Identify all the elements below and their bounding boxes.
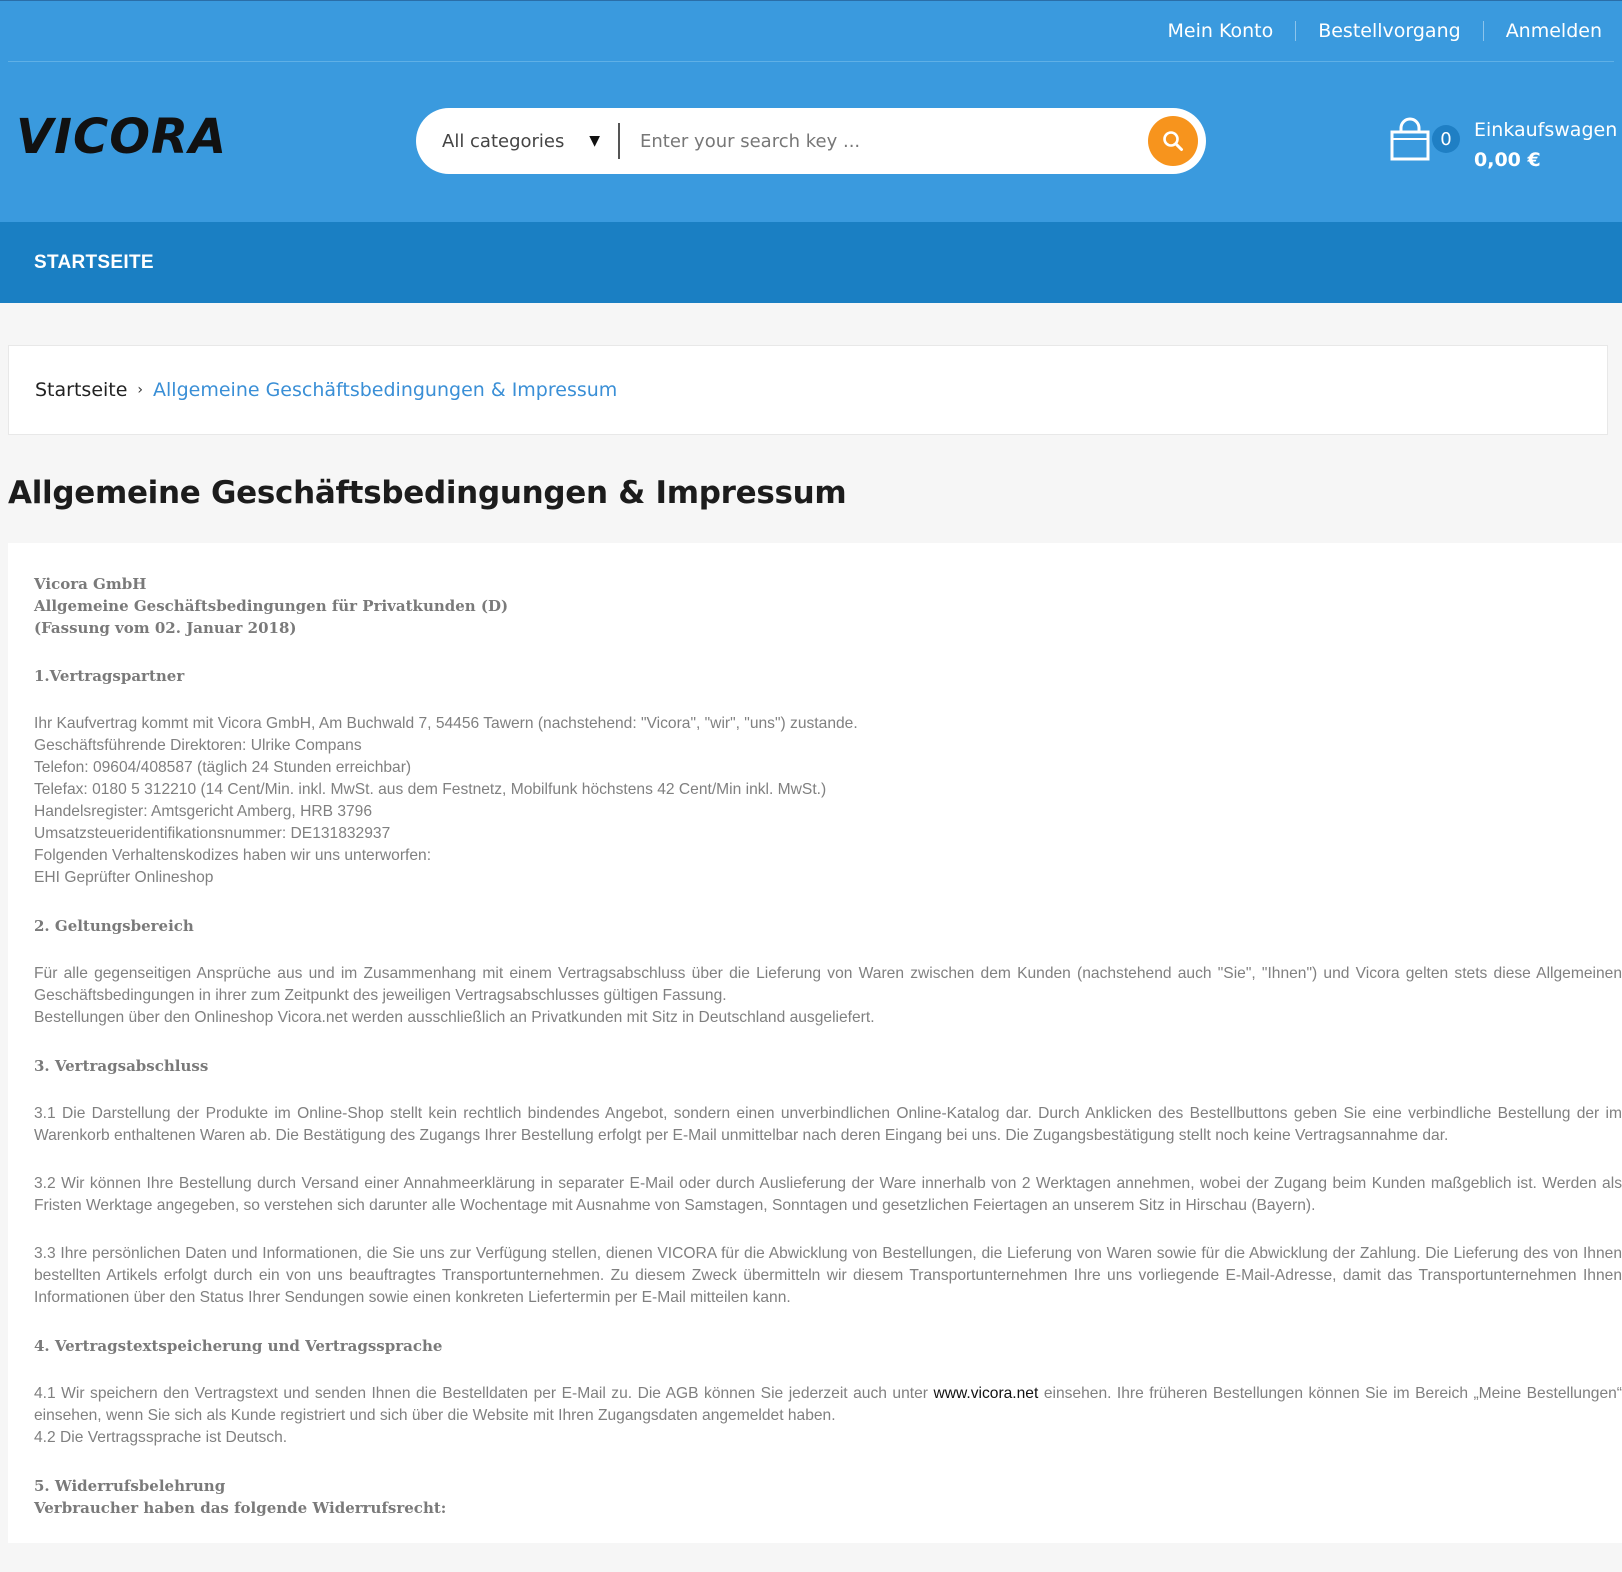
checkout-link[interactable]: Bestellvorgang bbox=[1318, 20, 1461, 42]
my-account-link[interactable]: Mein Konto bbox=[1167, 20, 1274, 42]
text-line: Ihr Kaufvertrag kommt mit Vicora GmbH, Am Buchwald 7, 54456 Tawern (nachstehend: "Vicora", "wir", "uns") zustande. bbox=[34, 715, 858, 732]
breadcrumb bbox=[8, 345, 1608, 435]
section-title: 1.Vertragspartner bbox=[34, 667, 185, 685]
company-name: Vicora GmbH bbox=[34, 575, 147, 593]
section-title: 4. Vertragstextspeicherung und Vertragssprache bbox=[34, 1337, 443, 1355]
paragraph: 4.2 Die Vertragssprache ist Deutsch. bbox=[34, 1429, 288, 1446]
text-line: Folgenden Verhaltenskodizes haben wir uns unterworfen: bbox=[34, 847, 432, 864]
paragraph-text: 4.1 Wir speichern den Vertragstext und senden Ihnen die Bestelldaten per E-Mail zu. Die AGB können Sie jederzeit auch unter bbox=[34, 1385, 934, 1402]
section-title: 5. Widerrufsbelehrung bbox=[34, 1477, 226, 1495]
paragraph: 3.3 Ihre persönlichen Daten und Informationen, die Sie uns zur Verfügung stellen, dienen VICORA für die Abwicklung von Bestellungen, die Lieferung von Waren sowie für die Abwicklung der Zahlung. Die Lieferung des von Ihnen bestellten Artikels erfolgt durch ein von uns beauftragtes Transportunternehmen. Zu diesem Zweck übermitteln wir diesem Transportunternehmen Ihre uns vorliegende E-Mail-Adresse, damit das Transportunternehmen Ihnen Informationen über den Status Ihrer Sendungen sowie einen konkreten Liefertermin per E-Mail mitteilen kann. bbox=[34, 1245, 1622, 1306]
paragraph: 3.1 Die Darstellung der Produkte im Online-Shop stellt kein rechtlich bindendes Angebot, sondern einen unverbindlichen Online-Katalog dar. Durch Anklicken des Bestellbuttons geben Sie eine verbindliche Bestellung der im Warenkorb enthaltenen Waren ab. Die Bestätigung des Zugangs Ihrer Bestellung erfolgt per E-Mail unmittelbar nach deren Eingang bei uns. Die Zugangsbestätigung stellt noch keine Vertragsannahme dar. bbox=[34, 1105, 1622, 1144]
search-input[interactable] bbox=[620, 121, 1148, 161]
text-line: Telefax: 0180 5 312210 (14 Cent/Min. inkl. MwSt. aus dem Festnetz, Mobilfunk höchstens 42 Cent/Min inkl. MwSt.) bbox=[34, 781, 827, 798]
text-line: Telefon: 09604/408587 (täglich 24 Stunden erreichbar) bbox=[34, 759, 412, 776]
text-line: Handelsregister: Amtsgericht Amberg, HRB 3796 bbox=[34, 803, 373, 820]
section-title: 2. Geltungsbereich bbox=[34, 917, 194, 935]
search-icon bbox=[1161, 129, 1185, 153]
site-header bbox=[0, 0, 1622, 222]
cart-count-badge: 0 bbox=[1432, 125, 1460, 153]
text-line: Umsatzsteueridentifikationsnummer: DE131832937 bbox=[34, 825, 391, 842]
paragraph-text: einsehen. Ihre früheren Bestellungen können Sie im Bereich „Meine Bestellungen“ einsehen, wenn Sie sich als Kunde registriert und sich über die Website mit Ihren Zugangsdaten angemeldet haben. bbox=[34, 1385, 1622, 1424]
shopping-bag-icon bbox=[1388, 117, 1432, 163]
breadcrumb-home-link[interactable]: Startseite bbox=[35, 379, 128, 401]
category-select[interactable] bbox=[416, 123, 620, 159]
text-line: EHI Geprüfter Onlineshop bbox=[34, 869, 214, 886]
paragraph: 3.2 Wir können Ihre Bestellung durch Versand einer Annahmeerklärung in separater E-Mail oder durch Auslieferung der Ware innerhalb von 2 Werktagen annehmen, wobei der Zugang beim Kunden maßgeblich ist. Werden als Fristen Werktage angegeben, so verstehen sich darunter alle Wochentage mit Ausnahme von Samstagen, Sonntagen und gesetzlichen Feiertagen an unserem Sitz in Hirschau (Bayern). bbox=[34, 1175, 1622, 1214]
cart-widget[interactable] bbox=[1388, 117, 1617, 177]
text-line: Geschäftsführende Direktoren: Ulrike Compans bbox=[34, 737, 362, 754]
section-title: 3. Vertragsabschluss bbox=[34, 1057, 209, 1075]
header-divider bbox=[8, 61, 1614, 62]
terms-content bbox=[8, 543, 1622, 1543]
page-title: Allgemeine Geschäftsbedingungen & Impressum bbox=[8, 475, 847, 511]
cart-label: Einkaufswagen bbox=[1474, 119, 1618, 141]
terms-version: (Fassung vom 02. Januar 2018) bbox=[34, 619, 297, 637]
terms-heading: Allgemeine Geschäftsbedingungen für Privatkunden (D) bbox=[34, 597, 509, 615]
vicora-website-link[interactable]: www.vicora.net bbox=[933, 1385, 1039, 1402]
nav-item-home[interactable]: STARTSEITE bbox=[34, 251, 154, 273]
paragraph: Bestellungen über den Onlineshop Vicora.net werden ausschließlich an Privatkunden mit Sitz in Deutschland ausgeliefert. bbox=[34, 1009, 875, 1026]
search-bar bbox=[416, 108, 1206, 174]
logo[interactable]: VICORA bbox=[16, 109, 228, 165]
cart-total: 0,00 € bbox=[1474, 149, 1541, 171]
breadcrumb-current: Allgemeine Geschäftsbedingungen & Impressum bbox=[153, 379, 618, 401]
section-subtitle: Verbraucher haben das folgende Widerrufsrecht: bbox=[34, 1499, 447, 1517]
paragraph: Für alle gegenseitigen Ansprüche aus und im Zusammenhang mit einem Vertragsabschluss über die Lieferung von Waren zwischen dem Kunden (nachstehend auch "Sie", "Ihnen") und Vicora gelten stets diese Allgemeinen Geschäftsbedingungen in ihrer zum Zeitpunkt des jeweiligen Vertragsabschlusses gültigen Fassung. bbox=[34, 965, 1622, 1004]
paragraph bbox=[34, 1383, 1622, 1427]
category-select-label: All categories bbox=[442, 130, 565, 152]
caret-down-icon: ▼ bbox=[589, 133, 600, 149]
main-nav bbox=[0, 222, 1622, 303]
login-link[interactable]: Anmelden bbox=[1505, 20, 1602, 42]
search-button[interactable] bbox=[1148, 116, 1198, 166]
cart-info bbox=[1474, 117, 1617, 177]
chevron-right-icon: › bbox=[137, 382, 144, 398]
top-links bbox=[1146, 19, 1603, 43]
